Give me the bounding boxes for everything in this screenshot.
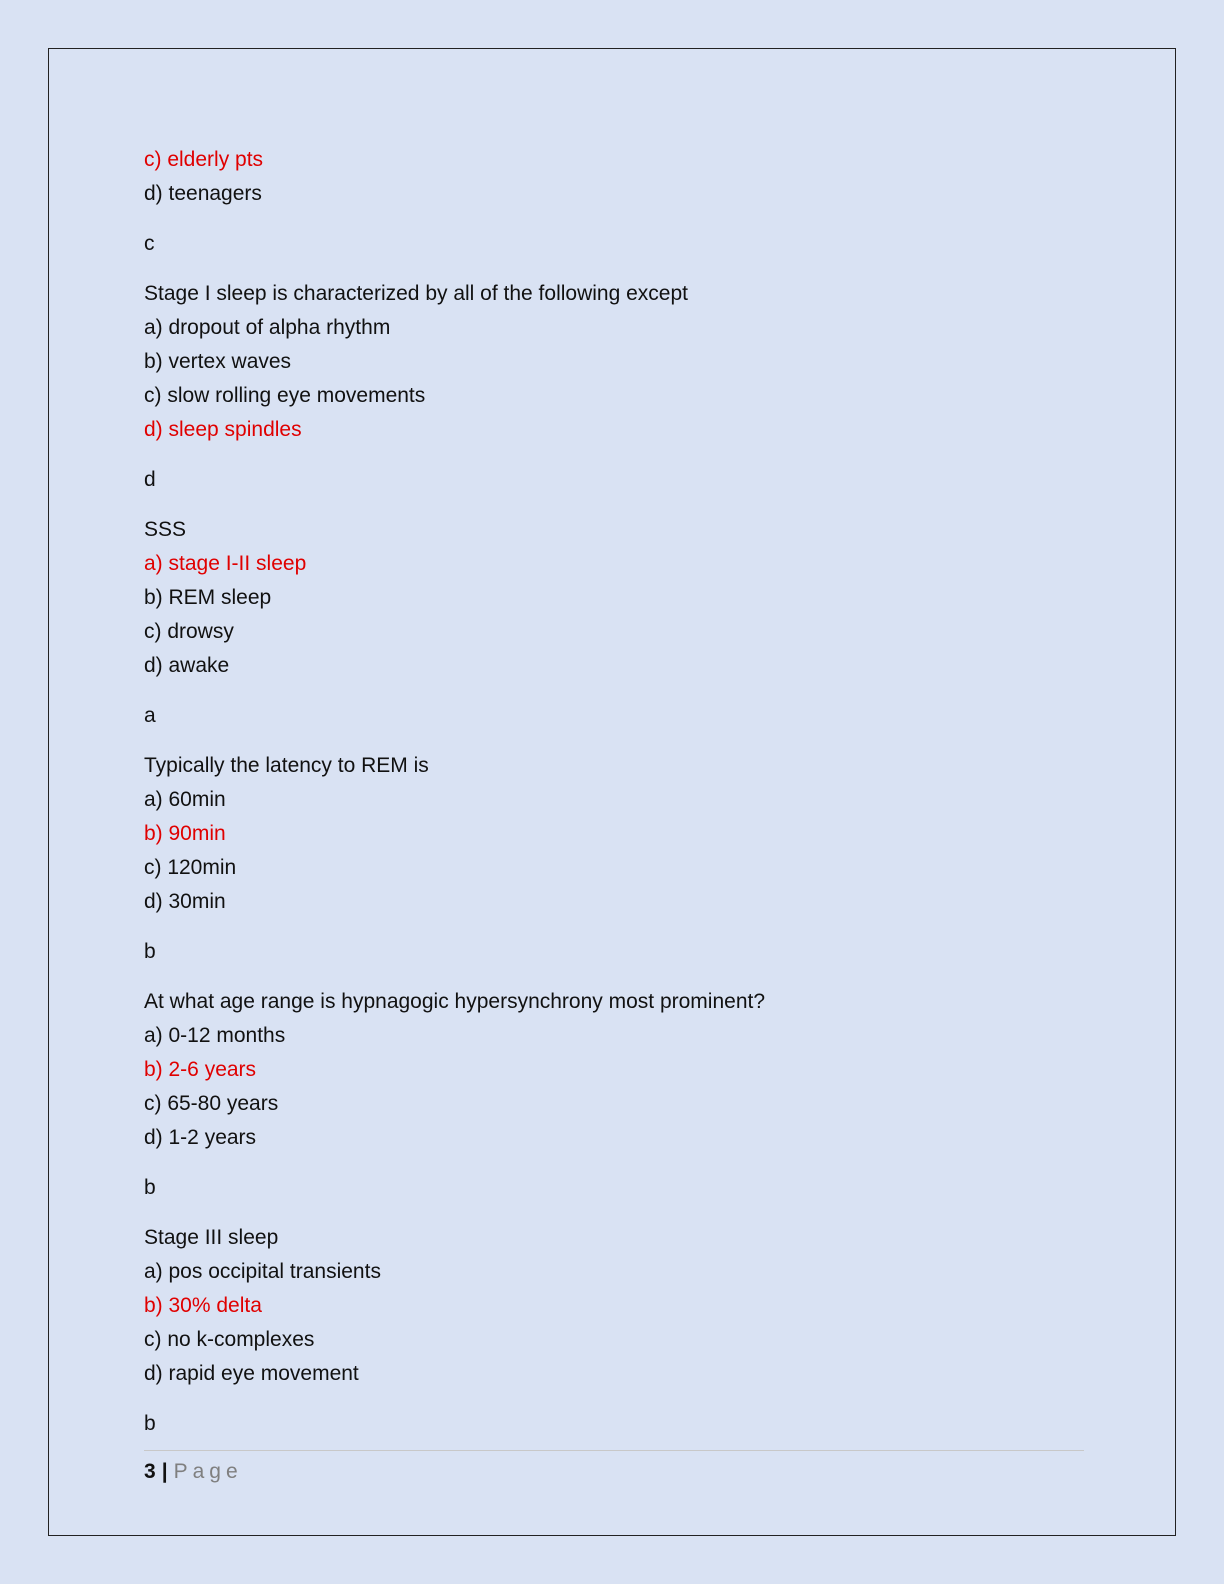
paragraph-gap	[144, 919, 1084, 935]
text-line: d) teenagers	[144, 182, 262, 205]
paragraph-gap	[144, 447, 1084, 463]
text-line: c) drowsy	[144, 620, 234, 643]
text-line: Typically the latency to REM is	[144, 754, 429, 777]
text-line: b	[144, 1176, 156, 1199]
correct-answer-line: b) 30% delta	[144, 1294, 262, 1317]
document-body	[144, 143, 1084, 1441]
page-number: 3	[144, 1460, 156, 1483]
correct-answer-line: d) sleep spindles	[144, 418, 302, 441]
text-line: d) 1-2 years	[144, 1126, 257, 1149]
footer-separator: |	[161, 1460, 168, 1483]
text-line: b	[144, 940, 156, 963]
text-line: c	[144, 232, 155, 255]
text-line: c) 120min	[144, 856, 237, 879]
correct-answer-line: b) 2-6 years	[144, 1058, 257, 1081]
text-line: Stage I sleep is characterized by all of the following except	[144, 282, 688, 305]
text-line: a) pos occipital transients	[144, 1260, 381, 1283]
paragraph-gap	[144, 683, 1084, 699]
text-line: a) 0-12 months	[144, 1024, 286, 1047]
paragraph-gap	[144, 969, 1084, 985]
text-line: c) no k-complexes	[144, 1328, 315, 1351]
page-label: Page	[173, 1460, 243, 1483]
text-line: a) 60min	[144, 788, 226, 811]
text-line: d) awake	[144, 654, 230, 677]
correct-answer-line: b) 90min	[144, 822, 226, 845]
paragraph-gap	[144, 211, 1084, 227]
correct-answer-line: a) stage I-II sleep	[144, 552, 307, 575]
footer-divider	[144, 1450, 1084, 1451]
text-line: a	[144, 704, 156, 727]
text-line: b) REM sleep	[144, 586, 272, 609]
paragraph-gap	[144, 497, 1084, 513]
paragraph-gap	[144, 1391, 1084, 1407]
correct-answer-line: c) elderly pts	[144, 148, 264, 171]
text-line: c) slow rolling eye movements	[144, 384, 426, 407]
text-line: d) rapid eye movement	[144, 1362, 359, 1385]
text-line: a) dropout of alpha rhythm	[144, 316, 391, 339]
text-line: d) 30min	[144, 890, 226, 913]
page-footer	[144, 1458, 243, 1486]
text-line: c) 65-80 years	[144, 1092, 279, 1115]
paragraph-gap	[144, 1205, 1084, 1221]
text-line: d	[144, 468, 156, 491]
paragraph-gap	[144, 1155, 1084, 1171]
text-line: b	[144, 1412, 156, 1435]
paragraph-gap	[144, 733, 1084, 749]
text-line: b) vertex waves	[144, 350, 292, 373]
paragraph-gap	[144, 261, 1084, 277]
text-line: SSS	[144, 518, 187, 541]
text-line: At what age range is hypnagogic hypersynchrony most prominent?	[144, 990, 766, 1013]
text-line: Stage III sleep	[144, 1226, 279, 1249]
